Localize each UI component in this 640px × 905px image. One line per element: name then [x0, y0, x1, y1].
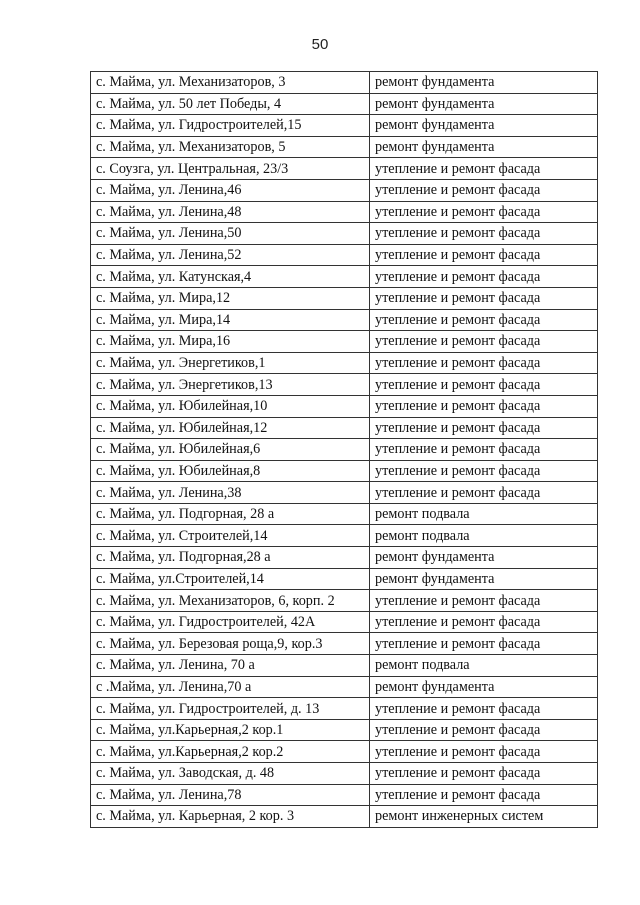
address-cell: с. Соузга, ул. Центральная, 23/3	[91, 158, 370, 180]
table-row	[91, 655, 598, 677]
work-type-cell: утепление и ремонт фасада	[370, 266, 598, 288]
work-type-cell: ремонт подвала	[370, 525, 598, 547]
address-cell: с. Майма, ул. Заводская, д. 48	[91, 763, 370, 785]
address-cell: с. Майма, ул. Мира,16	[91, 331, 370, 353]
work-type-cell: ремонт подвала	[370, 503, 598, 525]
work-type-cell: ремонт фундамента	[370, 136, 598, 158]
address-cell: с. Майма, ул. Юбилейная,10	[91, 395, 370, 417]
work-type-cell: утепление и ремонт фасада	[370, 179, 598, 201]
table-row	[91, 417, 598, 439]
table-row	[91, 352, 598, 374]
table-row	[91, 741, 598, 763]
work-type-cell: утепление и ремонт фасада	[370, 374, 598, 396]
address-cell: с. Майма, ул. Энергетиков,1	[91, 352, 370, 374]
address-cell: с. Майма, ул. Ленина,48	[91, 201, 370, 223]
table-row	[91, 460, 598, 482]
table-row	[91, 590, 598, 612]
work-type-cell: утепление и ремонт фасада	[370, 698, 598, 720]
address-cell: с. Майма, ул. Карьерная, 2 кор. 3	[91, 806, 370, 828]
table-row	[91, 633, 598, 655]
address-cell: с. Майма, ул. Ленина,46	[91, 179, 370, 201]
address-cell: с. Майма, ул. Ленина,52	[91, 244, 370, 266]
work-type-cell: утепление и ремонт фасада	[370, 244, 598, 266]
table-row	[91, 568, 598, 590]
table-row	[91, 266, 598, 288]
table-row	[91, 331, 598, 353]
work-type-cell: утепление и ремонт фасада	[370, 763, 598, 785]
table-row	[91, 698, 598, 720]
address-cell: с. Майма, ул. Ленина,78	[91, 784, 370, 806]
work-type-cell: утепление и ремонт фасада	[370, 784, 598, 806]
work-type-cell: ремонт фундамента	[370, 676, 598, 698]
table-row	[91, 179, 598, 201]
work-type-cell: ремонт фундамента	[370, 72, 598, 94]
table-row	[91, 503, 598, 525]
work-type-cell: утепление и ремонт фасада	[370, 223, 598, 245]
address-cell: с. Майма, ул. Строителей,14	[91, 525, 370, 547]
table-row	[91, 525, 598, 547]
work-type-cell: утепление и ремонт фасада	[370, 439, 598, 461]
works-table	[90, 71, 598, 828]
work-type-cell: ремонт фундамента	[370, 115, 598, 137]
address-cell: с. Майма, ул. Гидростроителей, д. 13	[91, 698, 370, 720]
address-cell: с. Майма, ул. Березовая роща,9, кор.3	[91, 633, 370, 655]
table-row	[91, 223, 598, 245]
address-cell: с. Майма, ул. Юбилейная,6	[91, 439, 370, 461]
address-cell: с. Майма, ул. Мира,12	[91, 287, 370, 309]
address-cell: с. Майма, ул. Катунская,4	[91, 266, 370, 288]
table-row	[91, 547, 598, 569]
table-row	[91, 93, 598, 115]
address-cell: с. Майма, ул. Ленина,50	[91, 223, 370, 245]
address-cell: с. Майма, ул. Гидростроителей,15	[91, 115, 370, 137]
work-type-cell: утепление и ремонт фасада	[370, 331, 598, 353]
table-row	[91, 784, 598, 806]
table-row	[91, 374, 598, 396]
table-row	[91, 439, 598, 461]
table-row	[91, 201, 598, 223]
work-type-cell: утепление и ремонт фасада	[370, 287, 598, 309]
page-number: 50	[311, 36, 329, 53]
works-table-body	[91, 72, 598, 828]
table-row	[91, 806, 598, 828]
address-cell: с. Майма, ул. Юбилейная,12	[91, 417, 370, 439]
table-row	[91, 309, 598, 331]
work-type-cell: утепление и ремонт фасада	[370, 395, 598, 417]
address-cell: с. Майма, ул.Карьерная,2 кор.1	[91, 719, 370, 741]
work-type-cell: утепление и ремонт фасада	[370, 460, 598, 482]
work-type-cell: утепление и ремонт фасада	[370, 352, 598, 374]
work-type-cell: ремонт фундамента	[370, 547, 598, 569]
work-type-cell: утепление и ремонт фасада	[370, 309, 598, 331]
work-type-cell: утепление и ремонт фасада	[370, 719, 598, 741]
table-row	[91, 72, 598, 94]
address-cell: с. Майма, ул.Карьерная,2 кор.2	[91, 741, 370, 763]
table-row	[91, 244, 598, 266]
work-type-cell: ремонт подвала	[370, 655, 598, 677]
address-cell: с. Майма, ул. Ленина, 70 а	[91, 655, 370, 677]
address-cell: с. Майма, ул. Подгорная,28 а	[91, 547, 370, 569]
address-cell: с. Майма, ул. 50 лет Победы, 4	[91, 93, 370, 115]
address-cell: с. Майма, ул. Юбилейная,8	[91, 460, 370, 482]
table-row	[91, 287, 598, 309]
work-type-cell: утепление и ремонт фасада	[370, 741, 598, 763]
table-row	[91, 763, 598, 785]
work-type-cell: утепление и ремонт фасада	[370, 482, 598, 504]
address-cell: с. Майма, ул. Мира,14	[91, 309, 370, 331]
table-row	[91, 136, 598, 158]
address-cell: с. Майма, ул. Подгорная, 28 а	[91, 503, 370, 525]
table-row	[91, 676, 598, 698]
address-cell: с .Майма, ул. Ленина,70 а	[91, 676, 370, 698]
work-type-cell: утепление и ремонт фасада	[370, 611, 598, 633]
work-type-cell: утепление и ремонт фасада	[370, 633, 598, 655]
address-cell: с. Майма, ул. Гидростроителей, 42А	[91, 611, 370, 633]
address-cell: с. Майма, ул. Энергетиков,13	[91, 374, 370, 396]
table-row	[91, 611, 598, 633]
work-type-cell: утепление и ремонт фасада	[370, 417, 598, 439]
address-cell: с. Майма, ул.Строителей,14	[91, 568, 370, 590]
work-type-cell: утепление и ремонт фасада	[370, 201, 598, 223]
address-cell: с. Майма, ул. Ленина,38	[91, 482, 370, 504]
work-type-cell: ремонт инженерных систем	[370, 806, 598, 828]
address-cell: с. Майма, ул. Механизаторов, 3	[91, 72, 370, 94]
table-row	[91, 158, 598, 180]
address-cell: с. Майма, ул. Механизаторов, 5	[91, 136, 370, 158]
table-row	[91, 395, 598, 417]
address-cell: с. Майма, ул. Механизаторов, 6, корп. 2	[91, 590, 370, 612]
work-type-cell: утепление и ремонт фасада	[370, 158, 598, 180]
work-type-cell: утепление и ремонт фасада	[370, 590, 598, 612]
table-row	[91, 482, 598, 504]
table-row	[91, 115, 598, 137]
work-type-cell: ремонт фундамента	[370, 93, 598, 115]
work-type-cell: ремонт фундамента	[370, 568, 598, 590]
table-row	[91, 719, 598, 741]
